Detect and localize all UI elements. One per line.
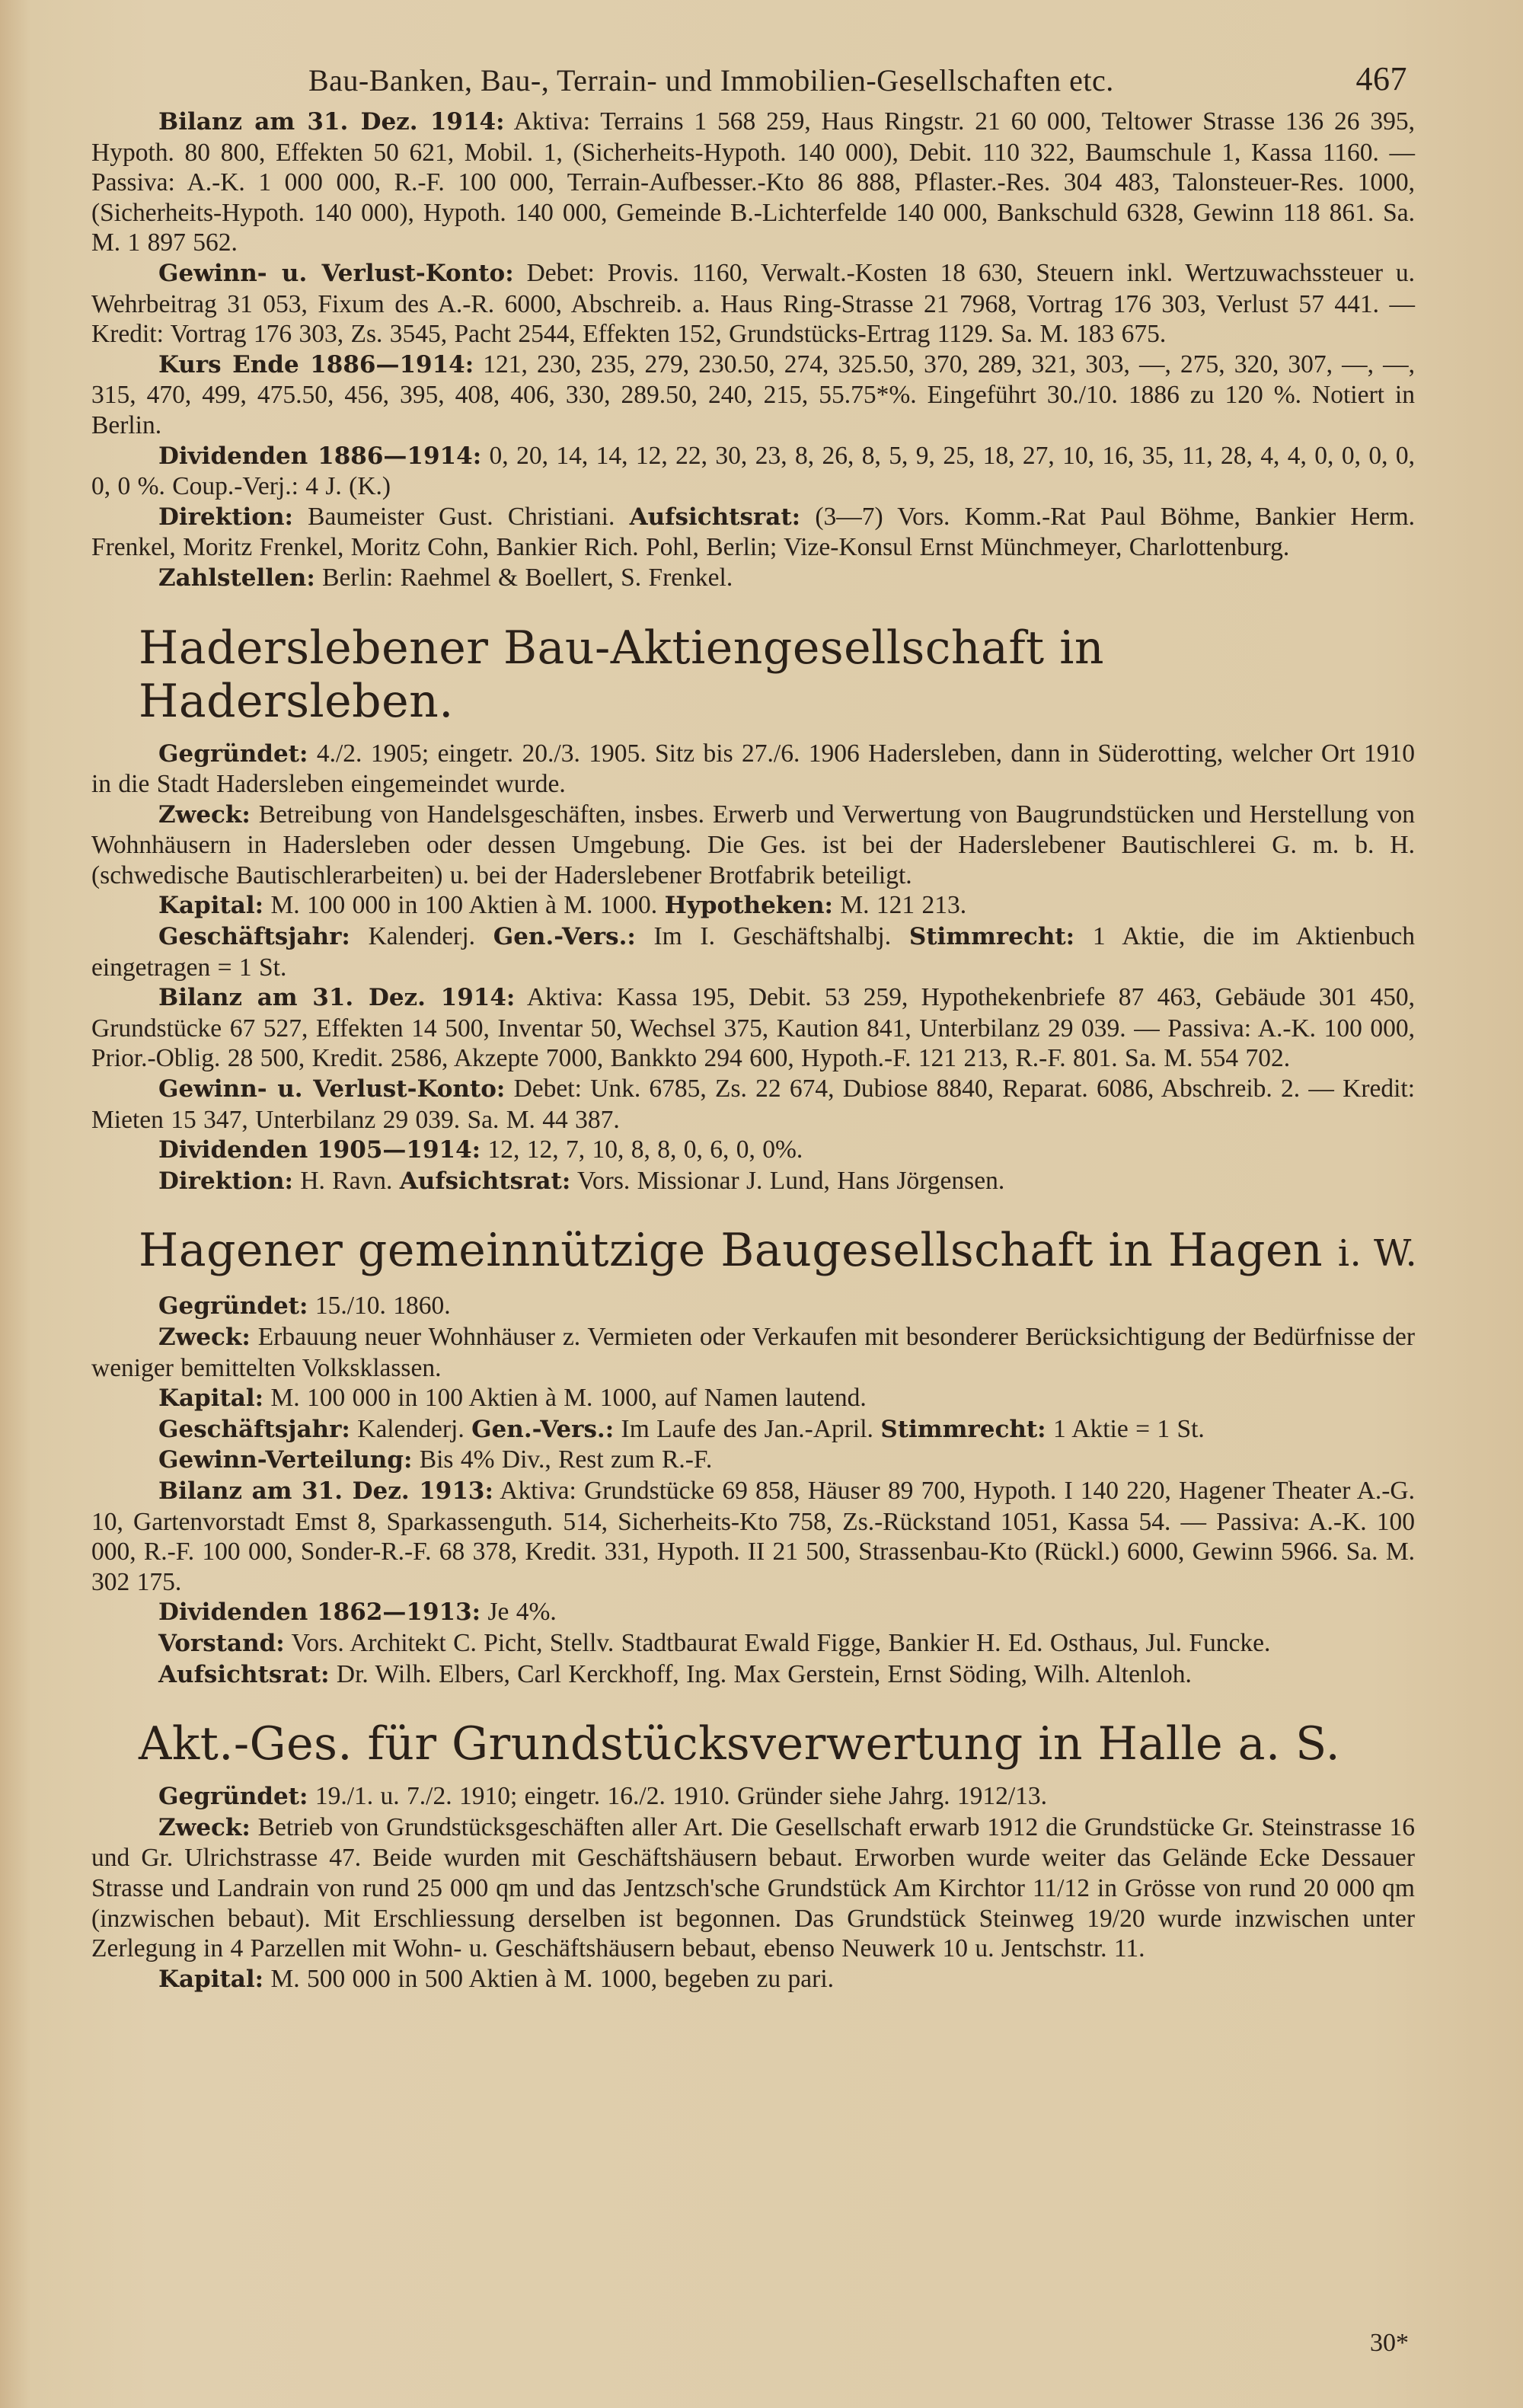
- dividenden-entry: Dividenden 1905—1914: 12, 12, 7, 10, 8, 8, 0, 6, 0, 0%.: [158, 1135, 803, 1164]
- zweck-entry: Zweck: Betrieb von Grundstücksgeschäften aller Art. Die Gesellschaft erwarb 1912 die Grundstücke Gr. Steinstrasse 16 und Gr. Ulrichstrasse 47. Beide wurden mit Geschäftshäusern bebaut. Erworben wurde weiter das Gelände Ecke Dessauer Strasse und Landrain von rund 25 000 qm und das Jentzsch'sche Grundstück Am Kirchtor 11/12 in Grösse von rund 20 000 qm (inzwischen bebaut). Mit Erschliessung derselben ist begonnen. Das Grundstück Steinweg 19/20 wurde inzwischen unter Zerlegung in 4 Parzellen mit Wohn- u. Geschäftshäusern bebaut, ebenso Neuwerk 10 u. Jentschstr. 11.: [91, 1812, 1415, 1963]
- zweck-entry: Zweck: Betreibung von Handelsgeschäften, insbes. Erwerb und Verwertung von Baugrundstücken und Herstellung von Wohnhäusern in Hadersleben oder dessen Umgebung. Die Ges. ist bei der Haderslebener Bautischlerei G. m. b. H. (schwedische Bautischlerarbeiten) u. bei der Haderslebener Brotfabrik beteiligt.: [91, 800, 1416, 889]
- bilanz-entry: Bilanz am 31. Dez. 1914: Aktiva: Kassa 195, Debit. 53 259, Hypothekenbriefe 87 463, Gebäude 301 450, Grundstücke 67 527, Effekten 14 500, Inventar 50, Wechsel 375, Kaution 841, Unterbilanz 29 039. — Passiva: A.-K. 100 000, Prior.-Oblig. 28 500, Kredit. 2586, Akzepte 7000, Bankkto 294 600, Hypoth.-F. 121 213, R.-F. 801. Sa. M. 554 702.: [91, 983, 1415, 1073]
- vorstand-entry: Vorstand: Vors. Architekt C. Picht, Stellv. Stadtbaurat Ewald Figge, Bankier H. Ed. Osthaus, Jul. Funcke.: [158, 1628, 1271, 1657]
- geschaeftsjahr-entry: Geschäftsjahr: Kalenderj. Gen.-Vers.: Im I. Geschäftshalbj. Stimmrecht: 1 Aktie, die im Aktienbuch eingetragen = 1 St.: [91, 922, 1416, 982]
- guv-entry: Gewinn- u. Verlust-Konto: Debet: Provis. 1160, Verwalt.-Kosten 18 630, Steuern inkl. Wertzuwachssteuer u. Wehrbeitrag 31 053, Fixum des A.-R. 6000, Abschreib. a. Haus Ring-Strasse 21 7968, Vortrag 176 303, Verlust 57 441. — Kredit: Vortrag 176 303, Zs. 3545, Pacht 2544, Effekten 152, Grundstücks-Ertrag 1129. Sa. M. 183 675.: [91, 258, 1415, 349]
- dividenden-entry: Dividenden 1886—1914: 0, 20, 14, 14, 12, 22, 30, 23, 8, 26, 8, 5, 9, 25, 18, 27, 10, 16, 35, 11, 28, 4, 4, 0, 0, 0, 0, 0, 0 %. Coup.-Verj.: 4 J. (K.): [91, 441, 1415, 501]
- gegruendet-entry: Gegründet: 15./10. 1860.: [158, 1292, 451, 1321]
- zweck-entry: Zweck: Erbauung neuer Wohnhäuser z. Vermieten oder Verkaufen mit besonderer Berücksichtigung der Bedürfnisse der weniger bemittelten Volksklassen.: [91, 1323, 1416, 1382]
- company-hagen: [91, 1224, 1432, 1690]
- bilanz-entry: Bilanz am 31. Dez. 1913: Aktiva: Grundstücke 69 858, Häuser 89 700, Hypoth. I 140 220, Hagener Theater A.-G. 10, Gartenvorstadt Emst 8, Sparkassenguth. 514, Sicherheits-Kto 758, Zs.-Rückstand 1051, Kassa 54. — Passiva: A.-K. 100 000, R.-F. 100 000, Sonder-R.-F. 68 378, Kredit. 331, Hypoth. II 21 500, Strassenbau-Kto (Rückl.) 6000, Gewinn 5966. Sa. M. 302 175.: [91, 1476, 1415, 1596]
- signature-mark: 30*: [1370, 2329, 1409, 2357]
- company-title: Akt.-Ges. für Grundstücksverwertung in Halle a. S.: [139, 1717, 1341, 1771]
- zahlstellen-entry: Zahlstellen: Berlin: Raehmel & Boellert, S. Frenkel.: [158, 563, 733, 592]
- kapital-entry: Kapital: M. 100 000 in 100 Aktien à M. 1000, auf Namen lautend.: [158, 1384, 867, 1413]
- gegruendet-entry: Gegründet: 19./1. u. 7./2. 1910; eingetr. 16./2. 1910. Gründer siehe Jahrg. 1912/13.: [158, 1782, 1048, 1811]
- direktion-entry: Direktion: H. Ravn. Aufsichtsrat: Vors. Missionar J. Lund, Hans Jörgensen.: [158, 1166, 1005, 1195]
- bilanz-entry: Bilanz am 31. Dez. 1914: Aktiva: Terrains 1 568 259, Haus Ringstr. 21 60 000, Teltower Strasse 136 26 395, Hypoth. 80 800, Effekten 50 621, Mobil. 1, (Sicherheits-Hypoth. 140 000), Debit. 110 322, Baumschule 1, Kassa 1160. — Passiva: A.-K. 1 000 000, R.-F. 100 000, Terrain-Aufbesser.-Kto 86 888, Pflaster.-Res. 304 483, Talonsteuer-Res. 1000, (Sicherheits-Hypoth. 140 000), Hypoth. 140 000, Gemeinde B.-Lichterfelde 140 000, Bankschuld 6328, Gewinn 118 861. Sa. M. 1 897 562.: [91, 107, 1415, 257]
- company-title: Hagener gemeinnützige Baugesellschaft in Hagen i. W.: [139, 1224, 1418, 1278]
- section-continuation: [91, 107, 1432, 594]
- running-header: [91, 53, 1432, 107]
- gewinnverteilung-entry: Gewinn-Verteilung: Bis 4% Div., Rest zum R.-F.: [158, 1445, 713, 1474]
- direktion-entry: Direktion: Baumeister Gust. Christiani. Aufsichtsrat: (3—7) Vors. Komm.-Rat Paul Böhme, Bankier Herm. Frenkel, Moritz Frenkel, Moritz Cohn, Bankier Rich. Pohl, Berlin; Vize-Konsul Ernst Münchmeyer, Charlottenburg.: [91, 502, 1416, 562]
- dividenden-entry: Dividenden 1862—1913: Je 4%.: [158, 1598, 557, 1627]
- page-number: 467: [1355, 60, 1407, 97]
- company-hadersleben: [91, 621, 1432, 1197]
- geschaeftsjahr-entry: Geschäftsjahr: Kalenderj. Gen.-Vers.: Im Laufe des Jan.-April. Stimmrecht: 1 Aktie = 1 St.: [158, 1414, 1205, 1443]
- kurs-entry: Kurs Ende 1886—1914: 121, 230, 235, 279, 230.50, 274, 325.50, 370, 289, 321, 303, —, 275, 320, 307, —, —, 315, 470, 499, 475.50, 456, 395, 408, 406, 330, 289.50, 240, 215, 55.75*%. Eingeführt 30./10. 1886 zu 120 %. Notiert in Berlin.: [91, 350, 1416, 439]
- company-halle: [91, 1717, 1432, 1994]
- aufsichtsrat-entry: Aufsichtsrat: Dr. Wilh. Elbers, Carl Kerckhoff, Ing. Max Gerstein, Ernst Söding, Wilh. Altenloh.: [158, 1659, 1192, 1688]
- kapital-entry: Kapital: M. 500 000 in 500 Aktien à M. 1000, begeben zu pari.: [158, 1964, 834, 1993]
- running-title: Bau-Banken, Bau-, Terrain- und Immobilien-Gesellschaften etc.: [308, 63, 1114, 97]
- kapital-entry: Kapital: M. 100 000 in 100 Aktien à M. 1000. Hypotheken: M. 121 213.: [158, 891, 967, 920]
- company-title: Haderslebener Bau-Aktiengesellschaft in Hadersleben.: [139, 621, 1105, 728]
- gegruendet-entry: Gegründet: 4./2. 1905; eingetr. 20./3. 1905. Sitz bis 27./6. 1906 Hadersleben, dann in Süderotting, welcher Ort 1910 in die Stadt Hadersleben eingemeindet wurde.: [91, 739, 1415, 799]
- guv-entry: Gewinn- u. Verlust-Konto: Debet: Unk. 6785, Zs. 22 674, Dubiose 8840, Reparat. 6086, Abschreib. 2. — Kredit: Mieten 15 347, Unterbilanz 29 039. Sa. M. 44 387.: [91, 1075, 1416, 1134]
